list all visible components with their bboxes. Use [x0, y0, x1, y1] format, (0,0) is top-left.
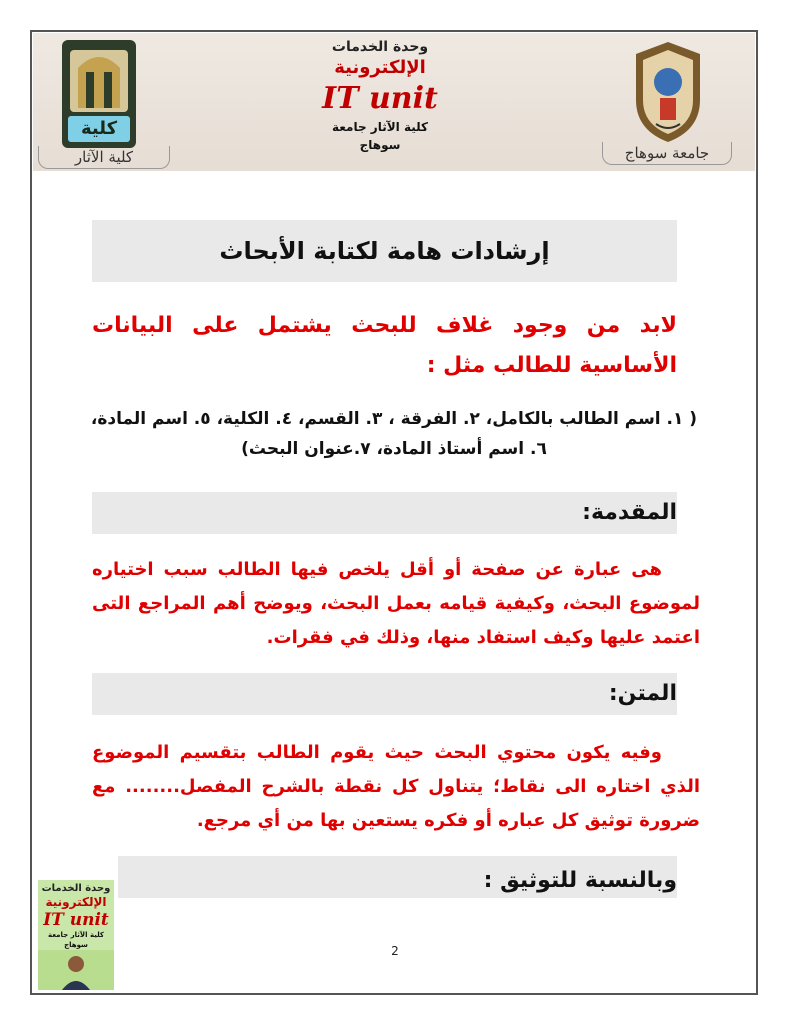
footer-it-unit-logo	[38, 880, 114, 980]
cover-requirement: لابد من وجود غلاف للبحث يشتمل على البيانات الأساسية للطالب مثل :	[92, 313, 677, 378]
documentation-heading: وبالنسبة للتوثيق :	[483, 868, 677, 893]
footer-logo-brand: IT unit	[43, 910, 109, 930]
faculty-logo-text: كلية	[80, 118, 118, 139]
page-title: إرشادات هامة لكتابة الأبحاث	[219, 237, 550, 265]
footer-logo-line2: الإلكترونية	[45, 895, 107, 909]
it-unit-logo	[316, 38, 444, 156]
footer-logo-line3: كلية الآثار جامعة سوهاج	[47, 931, 104, 949]
it-unit-line1: وحدة الخدمات	[331, 39, 429, 55]
footer-portrait-icon	[38, 950, 114, 990]
body-heading: المتن:	[608, 681, 677, 706]
university-caption: جامعة سوهاج	[602, 142, 732, 165]
intro-heading: المقدمة:	[582, 500, 677, 525]
it-unit-line3: كلية الآثار جامعة سوهاج	[331, 120, 428, 152]
cover-items-list: ( ١. اسم الطالب بالكامل، ٢. الفرقة ، ٣. القسم، ٤. الكلية، ٥. اسم المادة، ٦. اسم أستاذ المادة، ٧.عنوان البحث)	[90, 409, 698, 459]
intro-text: هى عبارة عن صفحة أو أقل يلخص فيها الطالب سبب اختياره لموضوع البحث، وكيفية قيامه بعمل البحث، ويوضح أهم المراجع التى اعتمد عليها وكيف استفاد منها، وذلك في فقرات.	[92, 559, 700, 648]
it-unit-line2: الإلكترونية	[334, 57, 426, 78]
faculty-logo	[60, 38, 138, 150]
page-number: 2	[391, 944, 399, 958]
footer-logo-line1: وحدة الخدمات	[41, 883, 111, 894]
faculty-caption: كلية الآثار	[38, 146, 170, 169]
body-text: وفيه يكون محتوي البحث حيث يقوم الطالب بتقسيم الموضوع الذي اختاره الى نقاط؛ يتناول كل نقطة بالشرح المفصل........ مع ضرورة توثيق كل عباره أو فكره يستعين بها من أي مرجع.	[92, 742, 700, 831]
it-unit-brand: IT unit	[322, 81, 438, 116]
university-emblem	[630, 40, 706, 144]
